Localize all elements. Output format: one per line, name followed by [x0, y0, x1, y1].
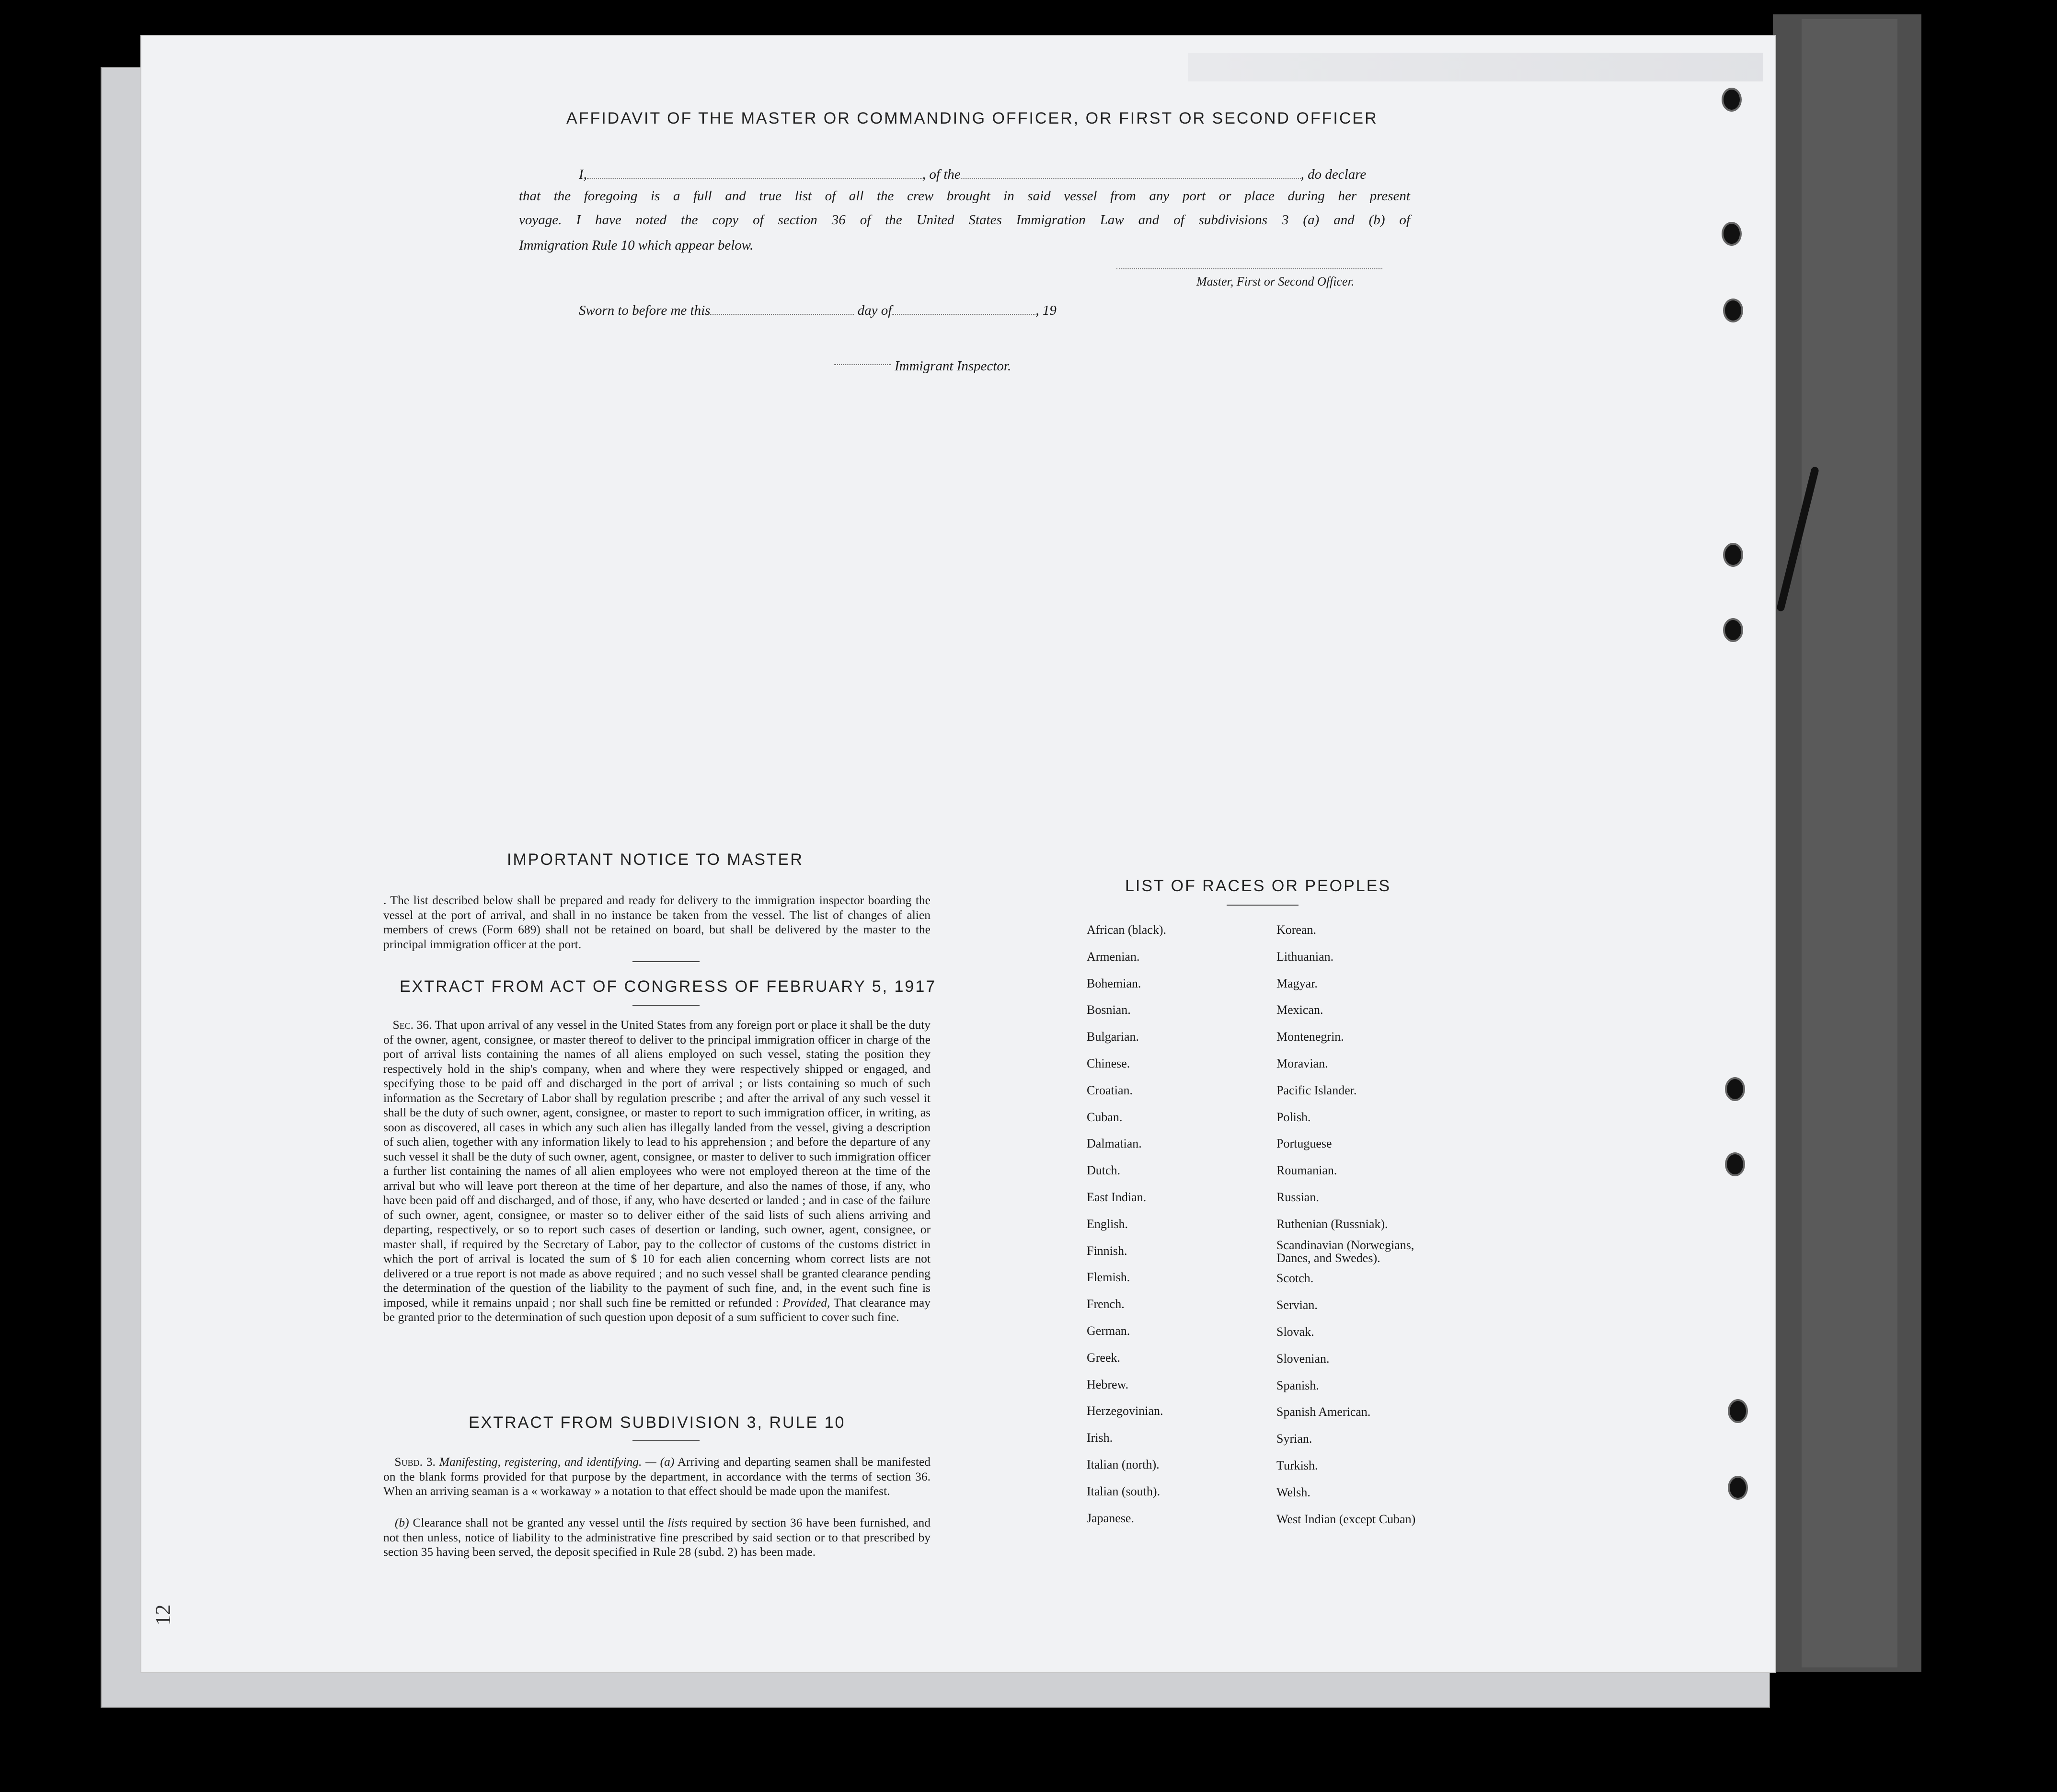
- year-label: , 19: [1035, 303, 1057, 318]
- affidavit-of-the: , of the: [922, 167, 961, 182]
- race-item: Armenian.: [1087, 949, 1140, 964]
- act-body: That upon arrival of any vessel in the United States from any foreign port or place it shall be the duty of the owner, agent, consignee, or master thereof to deliver to the principal immigration officer in charge of the port of arrival lists containing the names of all aliens employed on such vessel, stating the position they respectively hold in the ship's company, when and where they were respectively shipped or engaged, and specifying those to be paid off and discharged in the port of arrival ; or lists containing so much of such information as the Secretary of Labor shall by regulation prescribe ; and after the arrival of any such vessel it shall be the duty of such owner, agent, consignee, or master to report to such immigration officer, in writing, as soon as discovered, all cases in which any such alien has illegally landed from the vessel, giving a description of such alien, together with any information likely to lead to his apprehension ; and before the departure of any such vessel it shall be the duty of such owner, agent, consignee, or master to deliver to such immigration officer a further list containing the names of all alien employees who were not employed thereon at the time of the arrival but who will leave port thereon at the time of her departure, and also the names of those, if any, who have been paid off and discharged, and of those, if any, who have deserted or landed ; and in case of the failure of such owner, agent, consignee, or master so to deliver either of the said lists of such aliens arriving and departing, respectively, or so to report such cases of desertion or landing, such owner, agent, consignee, or master shall, if required by the Secretary of Labor, pay to the collector of customs of the customs district in which the port of arrival is located the sum of $ 10 for each alien concerning whom correct lists are not delivered or a true report is not made as above required ; and no such vessel shall be granted clearance pending the determination of the question of the liability to the payment of such fine, and, in the event such fine is imposed, while it remains unpaid ; nor shall such fine be remitted or refunded :: [383, 1018, 931, 1310]
- master-signature-line[interactable]: [1116, 268, 1382, 269]
- affidavit-declare: , do declare: [1300, 167, 1367, 182]
- punch-hole-icon: [1723, 299, 1743, 322]
- race-item: Moravian.: [1276, 1056, 1328, 1070]
- race-item: Magyar.: [1276, 976, 1318, 990]
- extract-rule-text-b: [383, 1516, 931, 1560]
- extract-rule-title: EXTRACT FROM SUBDIVISION 3, RULE 10: [469, 1413, 846, 1432]
- race-item: Scandinavian (Norwegians, Danes, and Swedes).: [1276, 1238, 1414, 1265]
- provided-word: Provided,: [782, 1295, 830, 1310]
- race-item: Dalmatian.: [1087, 1137, 1142, 1151]
- race-item: Bulgarian.: [1087, 1030, 1139, 1044]
- divider: [632, 961, 700, 962]
- race-item: Finnish.: [1087, 1243, 1127, 1258]
- punch-hole-icon: [1725, 1077, 1745, 1101]
- race-item: Italian (south).: [1087, 1484, 1161, 1498]
- race-item: Croatian.: [1087, 1083, 1133, 1097]
- race-item: Korean.: [1276, 923, 1317, 937]
- notice-text: . The list described below shall be prepared and ready for delivery to the immigration inspector boarding the vessel at the port of arrival, and shall in no instance be taken from the vessel. The list of changes of alien members of crews (Form 689) shall not be retained on board, but shall be delivered by the master to the principal immigration officer at the port.: [383, 893, 931, 951]
- races-column-2: [1276, 917, 1526, 1532]
- binding-edge-shadow: [1802, 19, 1897, 1667]
- sworn-month-field[interactable]: [892, 314, 1035, 315]
- race-item: Slovenian.: [1276, 1351, 1330, 1366]
- inspector-signature-line[interactable]: [834, 364, 891, 365]
- punch-hole-icon: [1725, 1152, 1745, 1176]
- race-item: African (black).: [1087, 923, 1167, 937]
- races-column-1: [1087, 917, 1259, 1531]
- race-item: French.: [1087, 1297, 1125, 1311]
- vessel-field[interactable]: [961, 178, 1301, 179]
- punch-hole-icon: [1723, 543, 1743, 567]
- race-item: Syrian.: [1276, 1432, 1312, 1446]
- race-item: Dutch.: [1087, 1163, 1121, 1178]
- race-item: Japanese.: [1087, 1511, 1134, 1525]
- lists-word: lists: [667, 1516, 688, 1529]
- race-item: Pacific Islander.: [1276, 1083, 1357, 1097]
- extract-act-text: [383, 1018, 931, 1325]
- race-item: Bohemian.: [1087, 976, 1141, 990]
- sec-label: Sec. 36.: [392, 1018, 432, 1032]
- notice-title: IMPORTANT NOTICE TO MASTER: [507, 850, 804, 869]
- race-item: Lithuanian.: [1276, 949, 1334, 964]
- race-item: West Indian (except Cuban): [1276, 1512, 1416, 1526]
- race-item: English.: [1087, 1217, 1128, 1231]
- punch-hole-icon: [1728, 1476, 1748, 1500]
- divider: [1227, 905, 1299, 906]
- punch-hole-icon: [1722, 222, 1742, 246]
- sworn-day-field[interactable]: [710, 314, 854, 315]
- rule-text-b2: required by section 36 have been furnished, and not then unless, notice of liability to the administrative fine prescribed by said section or to that prescribed by section 35 having been served, the deposit specified in Rule 28 (subd. 2) has been made.: [383, 1516, 931, 1559]
- race-item: Slovak.: [1276, 1324, 1314, 1339]
- race-item: Russian.: [1276, 1190, 1319, 1204]
- margin-number: 12: [151, 1604, 175, 1626]
- race-item: Mexican.: [1276, 1003, 1323, 1017]
- punch-hole-icon: [1722, 88, 1742, 112]
- race-item: Portuguese: [1276, 1137, 1332, 1151]
- race-item: Montenegrin.: [1276, 1030, 1344, 1044]
- affidavit-line-2: that the foregoing is a full and true list of all the crew brought in said vessel from any port or place during her present: [519, 188, 1410, 204]
- bleed-through-header: [1188, 53, 1763, 81]
- master-signature-label: Master, First or Second Officer.: [1196, 275, 1355, 288]
- race-item: Turkish.: [1276, 1458, 1318, 1472]
- race-item: Ruthenian (Russniak).: [1276, 1217, 1388, 1231]
- race-item: Bosnian.: [1087, 1003, 1131, 1017]
- divider: [632, 1005, 700, 1006]
- affidavit-line-3: voyage. I have noted the copy of section 36 of the United States Immigration Law and of subdivisions 3 (a) and (b) of: [519, 212, 1410, 228]
- race-item: Welsh.: [1276, 1485, 1310, 1499]
- sworn-label: Sworn to before me this: [579, 303, 711, 318]
- affidavit-line-1: [579, 167, 1366, 183]
- name-field[interactable]: [587, 178, 922, 179]
- day-of-label: day of: [857, 303, 892, 318]
- affidavit-line-4: Immigration Rule 10 which appear below.: [519, 238, 754, 253]
- extract-rule-text-a: [383, 1455, 931, 1499]
- extract-act-title: EXTRACT FROM ACT OF CONGRESS OF FEBRUARY 5, 1917: [400, 977, 937, 996]
- race-item: Roumanian.: [1276, 1163, 1337, 1178]
- race-item: Irish.: [1087, 1431, 1113, 1445]
- subd-label: Subd. 3.: [394, 1455, 436, 1469]
- race-item: Herzegovinian.: [1087, 1404, 1163, 1418]
- rule-text-a: Arriving and departing seamen shall be manifested on the blank forms provided for that purpose by the department, in accordance with the terms of section 36. When an arriving seaman is a « workaway » a notation to that effect should be made upon the manifest.: [383, 1455, 931, 1498]
- rule-text-b1: Clearance shall not be granted any vessel until the: [413, 1516, 664, 1529]
- divider: [632, 1440, 700, 1441]
- race-item: Greek.: [1087, 1350, 1121, 1365]
- subd-heading: Manifesting, registering, and identifying. — (a): [439, 1455, 675, 1469]
- race-item: Spanish American.: [1276, 1405, 1371, 1419]
- form-sheet: [141, 36, 1775, 1672]
- race-item: East Indian.: [1087, 1190, 1147, 1204]
- race-item: Flemish.: [1087, 1270, 1130, 1285]
- race-item: Italian (north).: [1087, 1457, 1160, 1471]
- race-item: Chinese.: [1087, 1056, 1130, 1070]
- punch-hole-icon: [1723, 618, 1743, 642]
- punch-hole-icon: [1728, 1399, 1748, 1423]
- races-title: LIST OF RACES OR PEOPLES: [1125, 877, 1391, 895]
- race-item: Polish.: [1276, 1110, 1311, 1124]
- affidavit-i: I,: [579, 167, 587, 182]
- race-item: Spanish.: [1276, 1378, 1319, 1392]
- inspector-label: Immigrant Inspector.: [895, 358, 1011, 374]
- act-body-end: That clearance may be granted prior to the determination of such question upon deposit of a sum sufficient to cover such fine.: [383, 1295, 931, 1324]
- sworn-line: [579, 303, 1057, 319]
- b-label: (b): [394, 1516, 409, 1529]
- race-item: Servian.: [1276, 1298, 1318, 1312]
- race-item: Cuban.: [1087, 1110, 1123, 1124]
- race-item: Scotch.: [1276, 1271, 1314, 1286]
- affidavit-title: AFFIDAVIT OF THE MASTER OR COMMANDING OFFICER, OR FIRST OR SECOND OFFICER: [566, 109, 1378, 127]
- race-item: German.: [1087, 1323, 1130, 1338]
- race-item: Hebrew.: [1087, 1377, 1129, 1391]
